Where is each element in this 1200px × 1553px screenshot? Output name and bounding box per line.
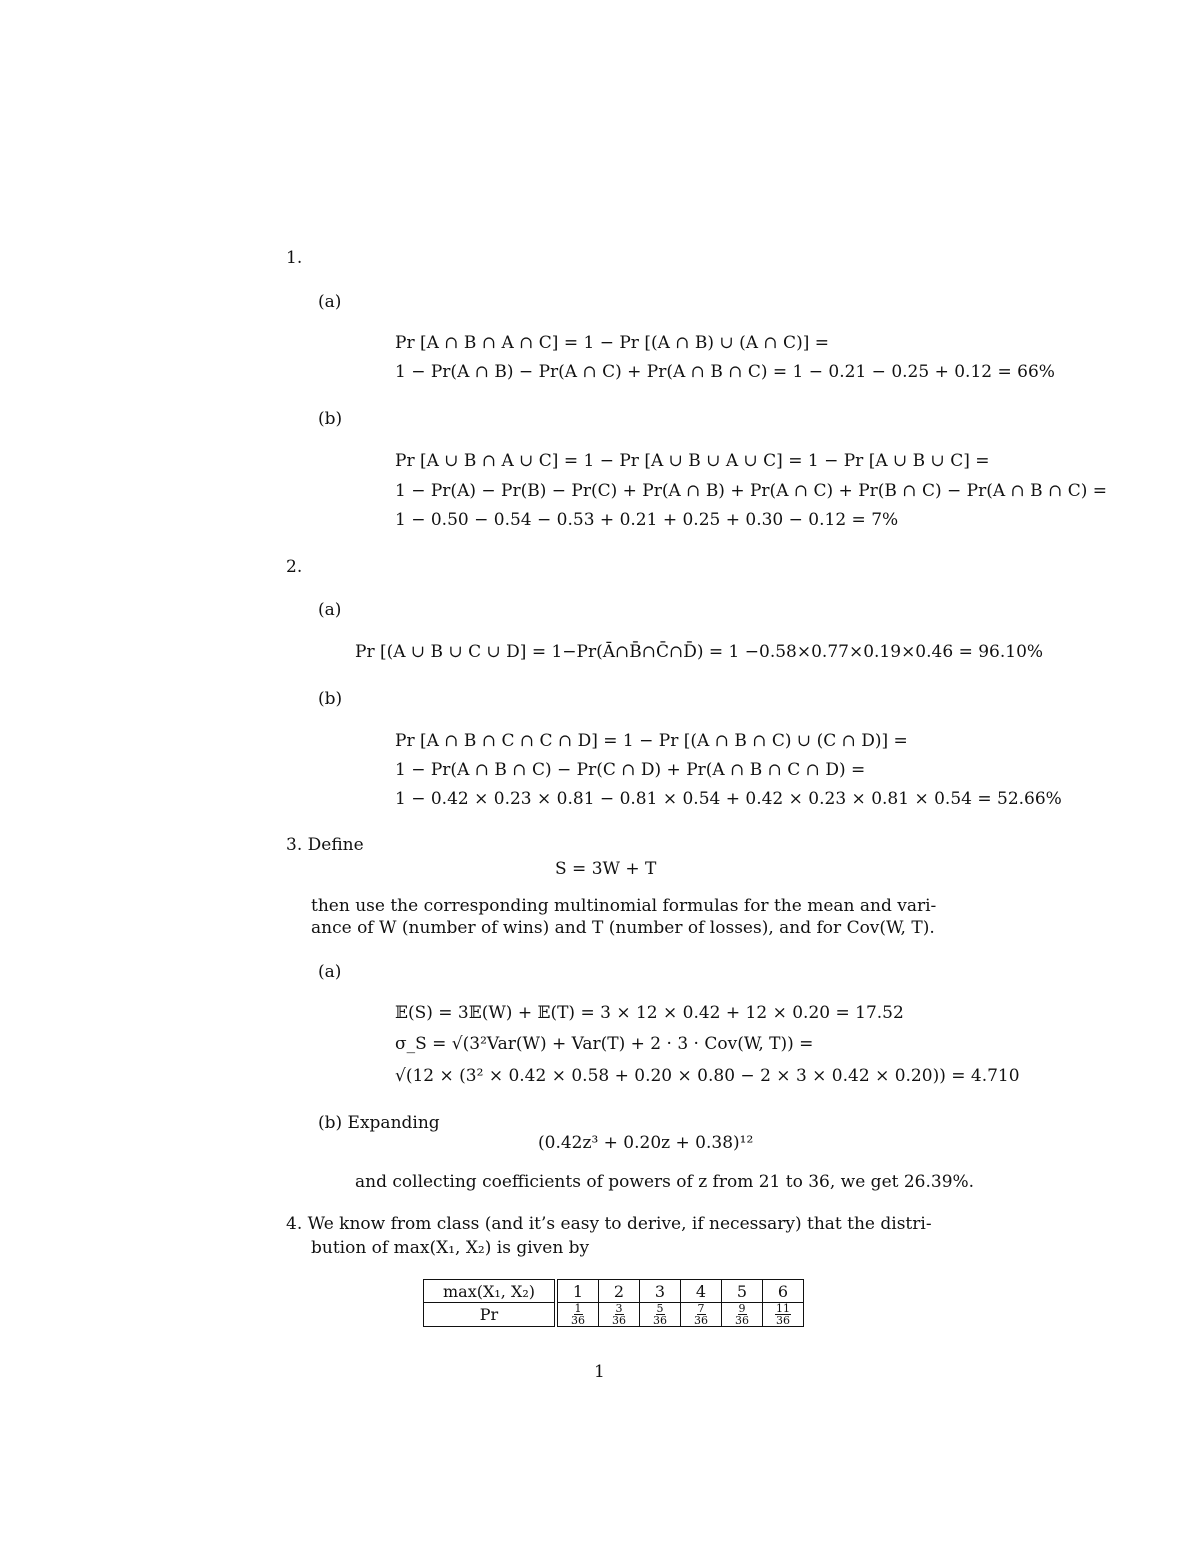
- equation-3a-line2: σ_S = √(3²Var(W) + Var(T) + 2 · 3 · Cov(W, T)) =: [395, 1034, 814, 1054]
- fraction-numerator: 5: [656, 1302, 664, 1315]
- table-cell: 5: [722, 1280, 763, 1303]
- table-cell: [556, 1303, 599, 1327]
- fraction-denominator: 36: [776, 1314, 790, 1327]
- fraction-denominator: 36: [653, 1314, 667, 1327]
- item-2-label: 2.: [286, 557, 303, 577]
- table-cell: 3: [640, 1280, 681, 1303]
- fraction: [653, 1303, 667, 1326]
- item-1-label: 1.: [286, 248, 303, 268]
- table-cell: 4: [681, 1280, 722, 1303]
- fraction-denominator: 36: [735, 1314, 749, 1327]
- table-cell: [722, 1303, 763, 1327]
- fraction-denominator: 36: [612, 1314, 626, 1327]
- item-1a-label: (a): [318, 292, 342, 312]
- equation-2a: Pr [(A ∪ B ∪ C ∪ D] = 1−Pr(Ā∩B̄∩C̄∩D̄) = 1 −0.58×0.77×0.19×0.46 = 96.10%: [355, 642, 1044, 662]
- table-row-label: Pr: [424, 1303, 557, 1327]
- table-cell: 6: [763, 1280, 804, 1303]
- distribution-table: [423, 1279, 804, 1327]
- fraction-numerator: 9: [738, 1302, 746, 1315]
- page-number: 1: [594, 1362, 605, 1382]
- paragraph-3b: and collecting coefficients of powers of z from 21 to 36, we get 26.39%.: [355, 1172, 975, 1192]
- equation-1b-line1: Pr [A ∪ B ∩ A ∪ C] = 1 − Pr [A ∪ B ∪ A ∪ C] = 1 − Pr [A ∪ B ∪ C] =: [395, 451, 990, 471]
- fraction-numerator: 11: [776, 1302, 790, 1315]
- fraction-denominator: 36: [694, 1314, 708, 1327]
- fraction: [735, 1303, 749, 1326]
- fraction: [612, 1303, 626, 1326]
- table-cell: [763, 1303, 804, 1327]
- equation-3a-line1: 𝔼(S) = 3𝔼(W) + 𝔼(T) = 3 × 12 × 0.42 + 12 × 0.20 = 17.52: [395, 1003, 904, 1023]
- table-cell: [640, 1303, 681, 1327]
- item-3b-label: (b) Expanding: [318, 1113, 440, 1133]
- equation-2b-line1: Pr [A ∩ B ∩ C ∩ C ∩ D] = 1 − Pr [(A ∩ B ∩ C) ∪ (C ∩ D)] =: [395, 731, 908, 751]
- equation-2b-line2: 1 − Pr(A ∩ B ∩ C) − Pr(C ∩ D) + Pr(A ∩ B ∩ C ∩ D) =: [395, 760, 866, 780]
- table-row: [424, 1303, 804, 1327]
- fraction-numerator: 1: [574, 1302, 582, 1315]
- paragraph-3-line1: then use the corresponding multinomial formulas for the mean and vari-: [311, 896, 937, 916]
- equation-1a-line1: Pr [A ∩ B ∩ A ∩ C] = 1 − Pr [(A ∩ B) ∪ (A ∩ C)] =: [395, 333, 829, 353]
- equation-2b-line3: 1 − 0.42 × 0.23 × 0.81 − 0.81 × 0.54 + 0.42 × 0.23 × 0.81 × 0.54 = 52.66%: [395, 789, 1062, 809]
- table-cell: 1: [556, 1280, 599, 1303]
- table-row: [424, 1280, 804, 1303]
- item-4-line1: 4. We know from class (and it’s easy to derive, if necessary) that the distri-: [286, 1214, 932, 1234]
- equation-1b-line2: 1 − Pr(A) − Pr(B) − Pr(C) + Pr(A ∩ B) + Pr(A ∩ C) + Pr(B ∩ C) − Pr(A ∩ B ∩ C) =: [395, 481, 1107, 501]
- table-cell: 2: [599, 1280, 640, 1303]
- item-4-line2: bution of max(X₁, X₂) is given by: [311, 1238, 590, 1258]
- table-header-label: max(X₁, X₂): [424, 1280, 557, 1303]
- fraction: [775, 1303, 791, 1326]
- equation-1a-line2: 1 − Pr(A ∩ B) − Pr(A ∩ C) + Pr(A ∩ B ∩ C) = 1 − 0.21 − 0.25 + 0.12 = 66%: [395, 362, 1055, 382]
- item-1b-label: (b): [318, 409, 343, 429]
- equation-1b-line3: 1 − 0.50 − 0.54 − 0.53 + 0.21 + 0.25 + 0.30 − 0.12 = 7%: [395, 510, 899, 530]
- fraction: [571, 1303, 585, 1326]
- table-cell: [681, 1303, 722, 1327]
- table-cell: [599, 1303, 640, 1327]
- item-3a-label: (a): [318, 962, 342, 982]
- equation-3a-line3: √(12 × (3² × 0.42 × 0.58 + 0.20 × 0.80 − 2 × 3 × 0.42 × 0.20)) = 4.710: [395, 1066, 1020, 1086]
- item-2b-label: (b): [318, 689, 343, 709]
- fraction-numerator: 7: [697, 1302, 705, 1315]
- fraction-numerator: 3: [615, 1302, 623, 1315]
- item-3-label: 3. Define: [286, 835, 364, 855]
- equation-3-definition: S = 3W + T: [555, 859, 657, 879]
- paragraph-3-line2: ance of W (number of wins) and T (number of losses), and for Cov(W, T).: [311, 918, 935, 938]
- fraction: [694, 1303, 708, 1326]
- equation-3b-polynomial: (0.42z³ + 0.20z + 0.38)¹²: [538, 1133, 754, 1153]
- item-2a-label: (a): [318, 600, 342, 620]
- fraction-denominator: 36: [571, 1314, 585, 1327]
